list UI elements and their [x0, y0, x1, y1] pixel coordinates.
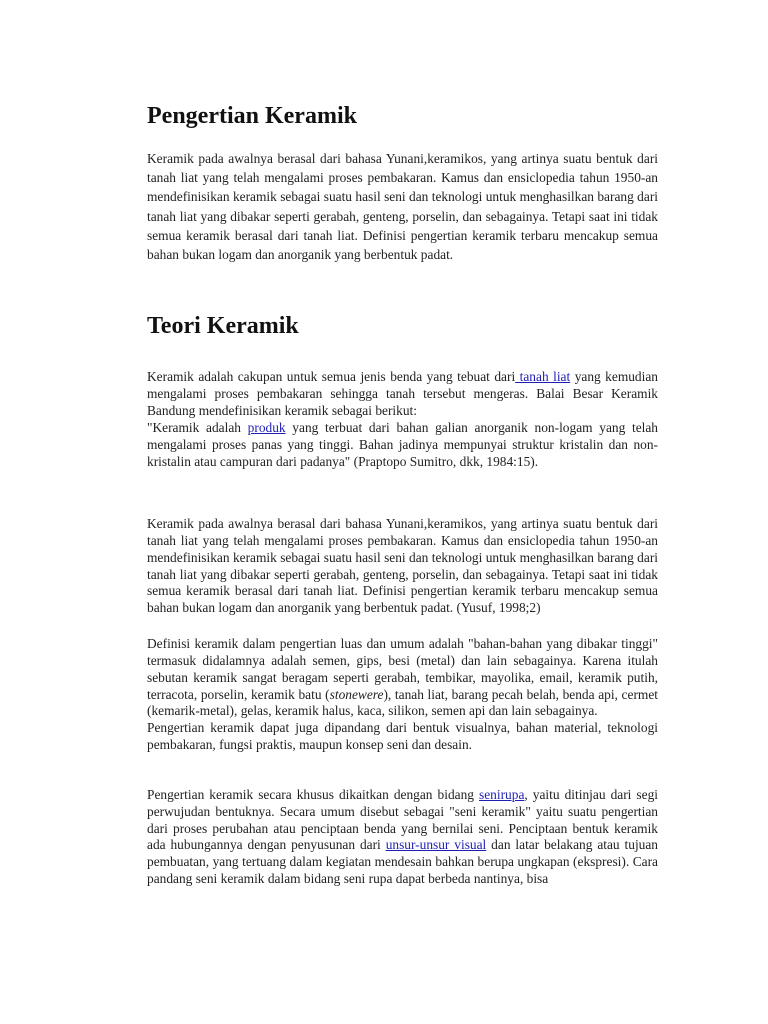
link-produk[interactable]: produk	[247, 420, 286, 435]
text-segment: yang terbuat dari bahan galian anorganik non-logam yang telah mengalami proses panas yang tinggi. Bahan jadinya mempunyai struktur kristalin dan non-kristalin atau campuran dari padanya" (Praptopo Sumitro, dkk, 1984:15).	[147, 420, 659, 469]
text-segment: yang kemudian mengalami proses pembakaran sehingga tanah tersebut mengeras. Balai Besar Keramik Bandung mendefinisikan keramik sebagai berikut:	[147, 369, 658, 418]
italic-stonewere: stonewere	[329, 686, 384, 702]
text-segment: Keramik adalah cakupan untuk semua jenis benda yang tebuat dari	[147, 369, 516, 384]
definition-block	[147, 368, 658, 470]
paragraph-yunani: Keramik pada awalnya berasal dari bahasa Yunani,keramikos, yang artinya suatu bentuk dari tanah liat yang telah mengalami proses pembakaran. Kamus dan ensiclopedia tahun 1950-an mendefinisikan keramik sebagai suatu hasil seni dan teknologi untuk menghasilkan barang dari tanah liat yang dibakar seperti gerabah, genteng, porselin, dan sebagainya. Tetapi saat ini tidak semua keramik berasal dari tanah liat. Definisi pengertian keramik terbaru mencakup semua bahan bukan logam dan anorganik yang berbentuk padat. (Yusuf, 1998;2)	[147, 516, 658, 616]
intro-paragraph	[147, 149, 658, 264]
text-segment: Definisi keramik dalam pengertian luas dan umum adalah "bahan-bahan yang dibakar tinggi" termasuk didalamnya adalah semen, gips, besi (metal) dan lain sebagainya. Karena itulah sebutan keramik sangat beragam seperti gerabah, tembikar, mayolika, email, keramik putih, terracota, porselin, keramik batu (	[147, 636, 658, 702]
text-segment: "Keramik adalah	[147, 420, 248, 435]
link-senirupa[interactable]: senirupa	[479, 787, 525, 802]
paragraph-seni-keramik	[147, 787, 658, 888]
paragraph-cakupan	[147, 368, 658, 419]
paragraph-visual: Pengertian keramik dapat juga dipandang dari bentuk visualnya, bahan material, teknologi pembakaran, fungsi praktis, maupun konsep seni dan desain.	[147, 720, 658, 753]
section-title-teori-keramik: Teori Keramik	[147, 313, 299, 339]
link-unsur-unsur-visual[interactable]: unsur-unsur visual	[385, 837, 487, 853]
link-tanah-liat[interactable]: tanah liat	[515, 369, 571, 384]
history-block	[147, 516, 658, 617]
broad-definition-block	[147, 636, 658, 754]
text-segment: , yaitu ditinjau dari segi perwujudan bentuknya. Secara umum disebut sebagai "seni keramik" yaitu suatu pengertian dari proses perubahan atau penciptaan benda yang bernilai seni. Penciptaan bentuk keramik ada hubungannya dengan penyusunan dari	[147, 787, 658, 853]
text-segment: Pengertian keramik secara khusus dikaitkan dengan bidang	[147, 787, 480, 802]
paragraph-definisi-luas	[147, 636, 658, 720]
section-title-pengertian-keramik: Pengertian Keramik	[147, 103, 357, 129]
text-segment: ), tanah liat, barang pecah belah, benda api, cermet (kemarik-metal), gelas, keramik halus, kaca, silikon, semen api dan lain sebagainya.	[147, 686, 658, 719]
art-definition-block	[147, 787, 658, 888]
paragraph-pengertian: Keramik pada awalnya berasal dari bahasa Yunani,keramikos, yang artinya suatu bentuk dari tanah liat yang telah mengalami proses pembakaran. Kamus dan ensiclopedia tahun 1950-an mendefinisikan keramik sebagai suatu hasil seni dan teknologi untuk menghasilkan barang dari tanah liat yang dibakar seperti gerabah, genteng, porselin, dan sebagainya. Tetapi saat ini tidak semua keramik berasal dari tanah liat. Definisi pengertian keramik terbaru mencakup semua bahan bukan logam dan anorganik yang berbentuk padat.	[147, 151, 658, 263]
text-segment: dan latar belakang atau tujuan pembuatan, yang tertuang dalam kegiatan mendesain bahkan berupa ungkapan (ekspresi). Cara pandang seni keramik dalam bidang seni rupa dapat berbeda nantinya, bisa	[147, 837, 659, 886]
paragraph-definisi-balai	[147, 419, 658, 470]
